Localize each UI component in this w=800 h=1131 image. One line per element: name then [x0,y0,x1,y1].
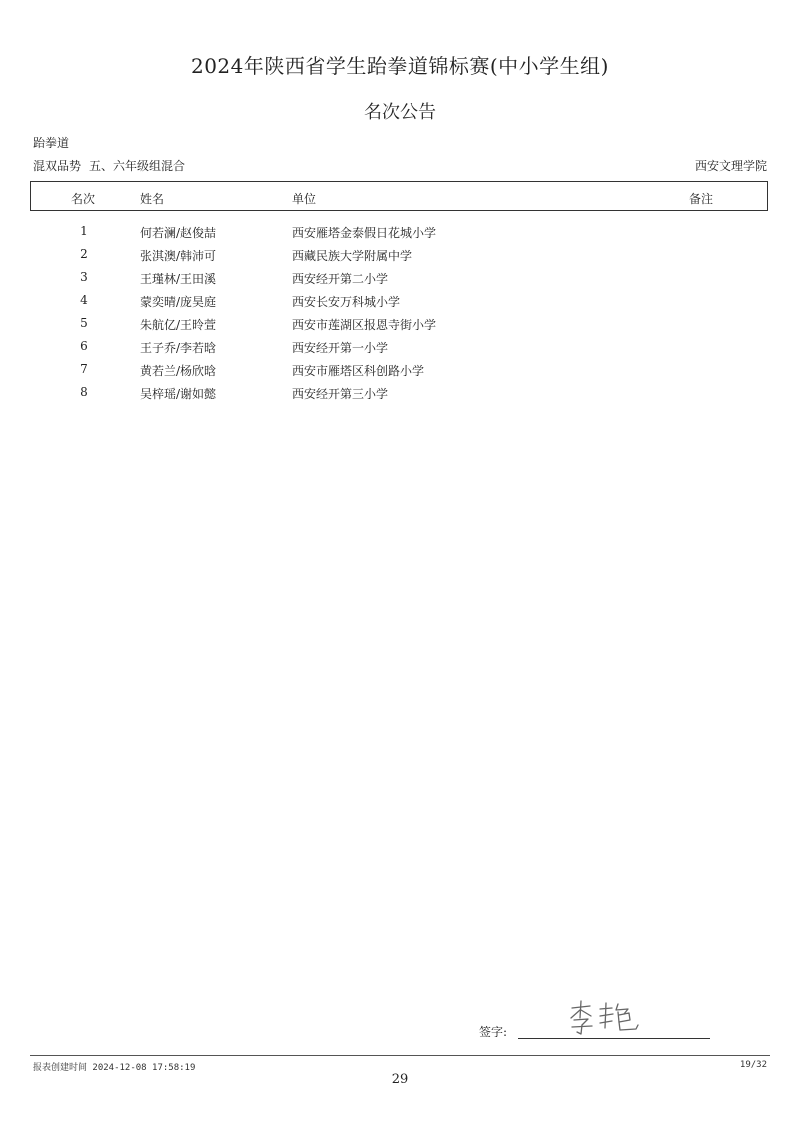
rank-cell: 8 [80,385,88,399]
column-header-note: 备注 [689,192,714,206]
rank-cell: 3 [80,270,88,284]
signature-line [518,1038,710,1039]
signature-label: 签字: [479,1025,508,1039]
name-cell: 王瑾林/王田溪 [140,272,217,286]
org-cell: 西藏民族大学附属中学 [292,249,413,263]
results-table-body [0,221,800,405]
column-header-rank: 名次 [71,192,96,206]
org-cell: 西安经开第二小学 [292,272,389,286]
column-header-org: 单位 [292,192,317,206]
name-cell: 蒙奕晴/庞昊庭 [140,295,217,309]
rank-cell: 7 [80,362,88,376]
name-cell: 张淇澳/韩沛可 [140,249,217,263]
group-label: 五、六年级组混合 [89,159,186,173]
org-cell: 西安经开第三小学 [292,387,389,401]
table-row [0,290,800,313]
org-cell: 西安经开第一小学 [292,341,389,355]
table-row [0,336,800,359]
rank-cell: 4 [80,293,88,307]
org-cell: 西安雁塔金泰假日花城小学 [292,226,437,240]
event-label: 混双品势 [33,159,82,173]
name-cell: 吴梓瑶/谢如懿 [140,387,217,401]
handwritten-signature [566,998,646,1038]
table-row [0,382,800,405]
rank-cell: 5 [80,316,88,330]
page-title: 2024年陕西省学生跆拳道锦标赛(中小学生组) [190,54,609,78]
table-row [0,244,800,267]
table-row [0,313,800,336]
rank-cell: 2 [80,247,88,261]
name-cell: 何若澜/赵俊喆 [140,226,217,240]
page-subtitle: 名次公告 [364,102,436,123]
page-of-count: 19/32 [739,1060,767,1070]
page-number: 29 [391,1072,409,1087]
table-header [30,181,768,211]
sport-label: 跆拳道 [33,136,70,150]
name-cell: 朱航亿/王昤萱 [140,318,217,332]
org-cell: 西安市雁塔区科创路小学 [292,364,425,378]
table-row [0,359,800,382]
event-info [33,157,185,174]
rank-cell: 1 [80,224,88,238]
report-created-time: 报表创建时间 2024-12-08 17:58:19 [33,1063,196,1073]
venue-label: 西安文理学院 [694,159,767,173]
name-cell: 黄若兰/杨欣晗 [140,364,217,378]
org-cell: 西安长安万科城小学 [292,295,401,309]
table-row [0,267,800,290]
name-cell: 王子乔/李若晗 [140,341,217,355]
table-row [0,221,800,244]
rank-cell: 6 [80,339,88,353]
column-header-name: 姓名 [140,192,165,206]
org-cell: 西安市莲湖区报恩寺街小学 [292,318,437,332]
footer-divider [30,1055,770,1056]
